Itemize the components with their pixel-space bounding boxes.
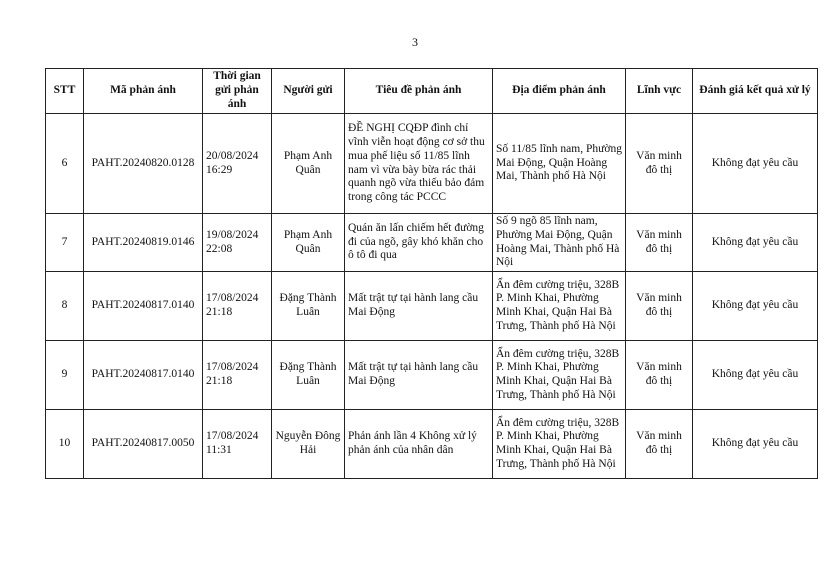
row-date: 17/08/2024 xyxy=(206,292,259,305)
row-title: ĐỀ NGHỊ CQĐP đình chỉ vĩnh viễn hoạt động cơ sở thu mua phế liệu số 11/85 lĩnh nam vì vừa bày bừa rác thải quanh ngõ vừa thiếu bảo đảm trong công tác PCCC xyxy=(345,114,493,214)
row-location: Số 11/85 lĩnh nam, Phường Mai Động, Quận Hoàng Mai, Thành phố Hà Nội xyxy=(493,114,626,214)
row-time xyxy=(203,341,272,410)
row-field: Văn minh đô thị xyxy=(626,272,693,341)
row-result: Không đạt yêu cầu xyxy=(693,114,818,214)
row-code: PAHT.20240817.0050 xyxy=(84,410,203,479)
table-header-row xyxy=(46,69,818,114)
row-sender: Phạm Anh Quân xyxy=(272,114,345,214)
header-sender: Người gửi xyxy=(272,69,345,114)
table-row xyxy=(46,114,818,214)
row-time xyxy=(203,114,272,214)
header-code: Mã phản ánh xyxy=(84,69,203,114)
header-field: Lĩnh vực xyxy=(626,69,693,114)
row-location: Ẩn đêm cường triệu, 328B P. Minh Khai, Phường Minh Khai, Quận Hai Bà Trưng, Thành phố Hà Nội xyxy=(493,341,626,410)
row-location: Ẩn đêm cường triệu, 328B P. Minh Khai, Phường Minh Khai, Quận Hai Bà Trưng, Thành phố Hà Nội xyxy=(493,410,626,479)
row-sender: Phạm Anh Quân xyxy=(272,214,345,272)
row-date: 17/08/2024 xyxy=(206,430,259,443)
header-time: Thời gian gửi phản ánh xyxy=(203,69,272,114)
row-date: 19/08/2024 xyxy=(206,228,259,241)
table-row xyxy=(46,214,818,272)
row-result: Không đạt yêu cầu xyxy=(693,214,818,272)
row-date: 20/08/2024 xyxy=(206,149,259,162)
row-title: Quán ăn lấn chiếm hết đường đi của ngõ, gây khó khăn cho ô tô đi qua xyxy=(345,214,493,272)
row-code: PAHT.20240820.0128 xyxy=(84,114,203,214)
row-code: PAHT.20240817.0140 xyxy=(84,341,203,410)
row-title: Mất trật tự tại hành lang cầu Mai Động xyxy=(345,341,493,410)
row-location: Ẩn đêm cường triệu, 328B P. Minh Khai, Phường Minh Khai, Quận Hai Bà Trưng, Thành phố Hà Nội xyxy=(493,272,626,341)
row-stt: 6 xyxy=(46,114,84,214)
row-sender: Đặng Thành Luân xyxy=(272,272,345,341)
row-time xyxy=(203,214,272,272)
row-time xyxy=(203,410,272,479)
row-code: PAHT.20240817.0140 xyxy=(84,272,203,341)
row-stt: 10 xyxy=(46,410,84,479)
row-stt: 8 xyxy=(46,272,84,341)
row-clock-time: 16:29 xyxy=(206,163,233,176)
row-clock-time: 21:18 xyxy=(206,306,233,319)
row-field: Văn minh đô thị xyxy=(626,214,693,272)
row-field: Văn minh đô thị xyxy=(626,114,693,214)
row-sender: Nguyễn Đông Hải xyxy=(272,410,345,479)
header-stt: STT xyxy=(46,69,84,114)
row-result: Không đạt yêu cầu xyxy=(693,410,818,479)
row-stt: 9 xyxy=(46,341,84,410)
row-time xyxy=(203,272,272,341)
page-number: 3 xyxy=(412,35,418,49)
row-field: Văn minh đô thị xyxy=(626,410,693,479)
row-date: 17/08/2024 xyxy=(206,361,259,374)
row-result: Không đạt yêu cầu xyxy=(693,341,818,410)
table-row xyxy=(46,341,818,410)
complaint-report-table xyxy=(45,68,818,479)
row-clock-time: 22:08 xyxy=(206,242,233,255)
header-title: Tiêu đề phản ánh xyxy=(345,69,493,114)
row-clock-time: 11:31 xyxy=(206,444,232,457)
row-title: Phản ánh lần 4 Không xử lý phản ánh của nhân dân xyxy=(345,410,493,479)
row-code: PAHT.20240819.0146 xyxy=(84,214,203,272)
row-stt: 7 xyxy=(46,214,84,272)
row-title: Mất trật tự tại hành lang cầu Mai Động xyxy=(345,272,493,341)
table-row xyxy=(46,410,818,479)
row-sender: Đặng Thành Luân xyxy=(272,341,345,410)
header-location: Địa điểm phản ánh xyxy=(493,69,626,114)
row-clock-time: 21:18 xyxy=(206,375,233,388)
row-field: Văn minh đô thị xyxy=(626,341,693,410)
row-location: Số 9 ngõ 85 lĩnh nam, Phường Mai Động, Quận Hoàng Mai, Thành phố Hà Nội xyxy=(493,214,626,272)
header-result: Đánh giá kết quả xử lý xyxy=(693,69,818,114)
row-result: Không đạt yêu cầu xyxy=(693,272,818,341)
table-row xyxy=(46,272,818,341)
